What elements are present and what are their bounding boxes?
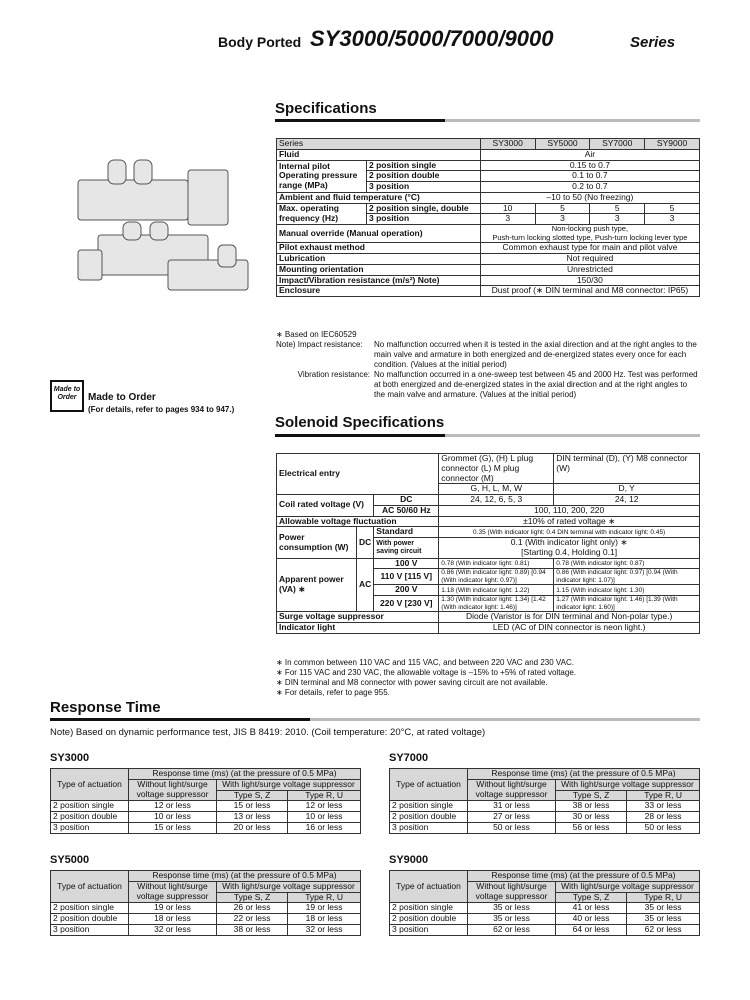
sol-cell: DC <box>357 527 374 558</box>
response-cell: 18 or less <box>288 914 361 925</box>
spec-cell: 0.2 to 0.7 <box>480 182 699 193</box>
spec-cell: 2 position double <box>367 171 481 182</box>
response-cell: 38 or less <box>556 801 627 812</box>
sol-cell: Indicator light <box>277 622 439 633</box>
response-cell: 3 position <box>390 924 468 935</box>
response-cell: Type R, U <box>288 790 361 801</box>
spec-cell: 5 <box>645 203 700 214</box>
sol-cell: Electrical entry <box>277 454 439 495</box>
response-cell: 10 or less <box>129 812 217 823</box>
response-cell: Without light/surge voltage suppressor <box>129 779 217 801</box>
response-cell: Type R, U <box>627 790 700 801</box>
spec-cell: Fluid <box>277 149 481 160</box>
sol-cell: D, Y <box>554 484 700 495</box>
response-cell: Type S, Z <box>556 892 627 903</box>
made-to-order-icon-text: Made to Order <box>53 386 81 401</box>
sol-note: ∗ For 115 VAC and 230 VAC, the allowable voltage is –15% to +5% of rated voltage. <box>276 668 576 677</box>
spec-note: ∗ Based on IEC60529 <box>276 330 357 339</box>
sol-cell: 1.18 (With indicator light: 1.22) <box>439 585 554 596</box>
sol-cell: Standard <box>374 527 439 538</box>
response-cell: 35 or less <box>468 903 556 914</box>
sol-cell: 24, 12, 6, 5, 3 <box>439 495 554 506</box>
response-table <box>389 870 700 936</box>
response-cell: 15 or less <box>129 822 217 833</box>
response-cell: 19 or less <box>129 903 217 914</box>
header-title: SY3000/5000/7000/9000 <box>310 26 554 51</box>
spec-table <box>276 138 700 297</box>
sol-cell: AC 50/60 Hz <box>374 505 439 516</box>
spec-cell: 2 position single, double <box>367 203 481 214</box>
sol-cell: With power saving circuit <box>374 538 439 559</box>
response-cell: 10 or less <box>288 812 361 823</box>
response-table <box>50 870 361 936</box>
response-rule <box>50 718 700 721</box>
response-table <box>389 768 700 834</box>
response-title: Response Time <box>50 699 161 716</box>
sol-cell: ±10% of rated voltage ∗ <box>439 516 700 527</box>
solenoid-notes <box>276 658 576 698</box>
made-to-order-icon <box>50 380 84 412</box>
response-cell: 3 position <box>390 822 468 833</box>
spec-head: SY3000 <box>480 139 535 150</box>
response-cell: Response time (ms) (at the pressure of 0.5 MPa) <box>129 769 361 780</box>
response-cell: Type R, U <box>627 892 700 903</box>
response-cell: 19 or less <box>288 903 361 914</box>
spec-note-label: Note) Impact resistance: <box>276 340 363 349</box>
response-cell: Response time (ms) (at the pressure of 0.5 MPa) <box>129 871 361 882</box>
sol-cell: Surge voltage suppressor <box>277 612 439 623</box>
made-to-order-sub: (For details, refer to pages 934 to 947.) <box>88 405 235 414</box>
sol-cell: Coil rated voltage (V) <box>277 495 374 517</box>
spec-cell: Impact/Vibration resistance (m/s²) Note) <box>277 275 481 286</box>
spec-title: Specifications <box>275 100 377 117</box>
spec-cell: –10 to 50 (No freezing) <box>480 192 699 203</box>
response-cell: 16 or less <box>288 822 361 833</box>
sol-note: ∗ DIN terminal and M8 connector with power saving circuit are not available. <box>276 678 548 687</box>
solenoid-title: Solenoid Specifications <box>275 414 445 431</box>
response-cell: 2 position single <box>390 903 468 914</box>
spec-head: SY7000 <box>590 139 645 150</box>
response-cell: 2 position single <box>51 903 129 914</box>
response-cell: 2 position double <box>51 914 129 925</box>
spec-cell: Common exhaust type for main and pilot valve <box>480 243 699 254</box>
sol-cell: DIN terminal (D), (Y) M8 connector (W) <box>554 454 700 484</box>
sol-cell: 0.78 (With indicator light: 0.81) <box>439 558 554 569</box>
solenoid-rule <box>275 434 700 437</box>
spec-cell: Ambient and fluid temperature (°C) <box>277 192 481 203</box>
spec-cell: 10 <box>480 203 535 214</box>
sol-cell: AC <box>357 558 374 611</box>
response-cell: 2 position double <box>390 914 468 925</box>
response-cell: 13 or less <box>217 812 288 823</box>
spec-cell: 2 position single <box>367 160 481 171</box>
response-cell: 20 or less <box>217 822 288 833</box>
spec-cell: Non-locking push type, <box>551 224 629 234</box>
response-cell: 64 or less <box>556 924 627 935</box>
response-cell: 62 or less <box>468 924 556 935</box>
spec-cell: 150/30 <box>480 275 699 286</box>
sol-cell: [Starting 0.4, Holding 0.1] <box>521 546 618 557</box>
spec-cell: Not required <box>480 254 699 265</box>
response-cell: 35 or less <box>468 914 556 925</box>
response-cell: 32 or less <box>129 924 217 935</box>
spec-cell: Pilot exhaust method <box>277 243 481 254</box>
response-cell: 30 or less <box>556 812 627 823</box>
response-note: Note) Based on dynamic performance test, JIS B 8419: 2010. (Coil temperature: 20°C, at rated voltage) <box>50 727 486 738</box>
response-cell: 56 or less <box>556 822 627 833</box>
spec-cell: 3 <box>590 214 645 225</box>
spec-cell: 0.15 to 0.7 <box>480 160 699 171</box>
response-cell: 40 or less <box>556 914 627 925</box>
spec-notes <box>276 330 700 400</box>
spec-head: SY9000 <box>645 139 700 150</box>
response-cell: Type of actuation <box>51 871 129 903</box>
sol-cell: Power consumption (W) <box>277 527 357 558</box>
response-cell: Response time (ms) (at the pressure of 0.5 MPa) <box>468 871 700 882</box>
spec-cell: Unrestricted <box>480 264 699 275</box>
response-cell: 3 position <box>51 822 129 833</box>
response-cell: 32 or less <box>288 924 361 935</box>
response-cell: 62 or less <box>627 924 700 935</box>
response-cell: 27 or less <box>468 812 556 823</box>
response-cell: Type S, Z <box>217 790 288 801</box>
spec-cell: Air <box>480 149 699 160</box>
response-cell: 50 or less <box>468 822 556 833</box>
response-cell: 2 position double <box>390 812 468 823</box>
response-cell: 35 or less <box>627 914 700 925</box>
sol-cell: 1.30 (With indicator light: 1.34) [1.42 (With indicator light: 1.46)] <box>439 596 554 612</box>
made-to-order-label: Made to Order <box>88 392 156 403</box>
response-cell: With light/surge voltage suppressor <box>556 779 700 790</box>
spec-cell: 3 <box>645 214 700 225</box>
spec-cell: Internal pilot Operating pressure range (MPa) <box>277 160 367 192</box>
spec-cell: Manual override (Manual operation) <box>277 225 481 243</box>
response-cell: 22 or less <box>217 914 288 925</box>
response-cell: Type of actuation <box>390 769 468 801</box>
spec-cell: 5 <box>535 203 590 214</box>
response-cell: Type of actuation <box>51 769 129 801</box>
sol-cell: 0.86 (With indicator light: 0.97) [0.94 (With indicator light: 1.07)] <box>554 569 700 585</box>
header-subtitle: Body Ported <box>218 34 302 50</box>
response-cell: 2 position single <box>390 801 468 812</box>
sol-cell: 1.15 (With indicator light: 1.30) <box>554 585 700 596</box>
spec-cell: Mounting orientation <box>277 264 481 275</box>
sol-cell: 200 V <box>374 585 439 596</box>
response-cell: 35 or less <box>627 903 700 914</box>
spec-note-label: Vibration resistance: <box>297 370 370 379</box>
sol-cell: Diode (Varistor is for DIN terminal and Non-polar type.) <box>439 612 700 623</box>
spec-cell: Push-turn locking slotted type, Push-turn locking lever type <box>492 232 688 242</box>
sol-note: ∗ In common between 110 VAC and 115 VAC, and between 220 VAC and 230 VAC. <box>276 658 574 667</box>
spec-cell: Max. operating frequency (Hz) <box>277 203 367 225</box>
spec-cell: Dust proof (∗ DIN terminal and M8 connector: IP65) <box>480 286 699 297</box>
response-table-title: SY3000 <box>50 752 90 764</box>
response-cell: 2 position single <box>51 801 129 812</box>
response-cell: Without light/surge voltage suppressor <box>468 881 556 903</box>
spec-cell: 3 position <box>367 214 481 225</box>
spec-rule <box>275 119 700 122</box>
spec-head: SY5000 <box>535 139 590 150</box>
response-cell: Without light/surge voltage suppressor <box>129 881 217 903</box>
response-cell: 28 or less <box>627 812 700 823</box>
spec-note: No malfunction occurred when it is tested in the axial direction and at the right angles to the main valve and armature in both energized and de-energized states every once for each condition. (Values at the initial period) <box>374 340 697 369</box>
response-cell: Type S, Z <box>217 892 288 903</box>
response-cell: 50 or less <box>627 822 700 833</box>
response-cell: 12 or less <box>288 801 361 812</box>
response-cell: 15 or less <box>217 801 288 812</box>
sol-cell: 220 V [230 V] <box>374 596 439 612</box>
response-table-title: SY7000 <box>389 752 429 764</box>
sol-cell: G, H, L, M, W <box>439 484 554 495</box>
response-cell: With light/surge voltage suppressor <box>556 881 700 892</box>
sol-cell: 100 V <box>374 558 439 569</box>
spec-cell: Enclosure <box>277 286 481 297</box>
sol-cell: 24, 12 <box>554 495 700 506</box>
response-cell: 33 or less <box>627 801 700 812</box>
spec-cell: Lubrication <box>277 254 481 265</box>
header-series: Series <box>630 34 676 51</box>
sol-cell: 110 V [115 V] <box>374 569 439 585</box>
response-table-title: SY5000 <box>50 854 90 866</box>
product-photo <box>58 140 258 310</box>
response-cell: Type of actuation <box>390 871 468 903</box>
response-cell: 3 position <box>51 924 129 935</box>
sol-cell: Apparent power (VA) ∗ <box>277 558 357 611</box>
sol-cell: 100, 110, 200, 220 <box>439 505 700 516</box>
sol-cell: 1.27 (With indicator light: 1.46) [1.39 (With indicator light: 1.60)] <box>554 596 700 612</box>
response-cell: With light/surge voltage suppressor <box>217 881 361 892</box>
response-table <box>50 768 361 834</box>
spec-cell: 3 <box>535 214 590 225</box>
response-cell: 26 or less <box>217 903 288 914</box>
sol-cell: 0.1 (With indicator light only) ∗ <box>510 537 628 548</box>
response-cell: 2 position double <box>51 812 129 823</box>
response-cell: 31 or less <box>468 801 556 812</box>
response-cell: Response time (ms) (at the pressure of 0.5 MPa) <box>468 769 700 780</box>
response-cell: Type S, Z <box>556 790 627 801</box>
response-cell: Type R, U <box>288 892 361 903</box>
spec-head: Series <box>277 139 481 150</box>
sol-note: ∗ For details, refer to page 955. <box>276 688 390 697</box>
sol-cell: 0.78 (With indicator light: 0.87) <box>554 558 700 569</box>
response-table-title: SY9000 <box>389 854 429 866</box>
spec-cell: 3 position <box>367 182 481 193</box>
sol-cell: 0.35 (With indicator light: 0.4 DIN terminal with indicator light: 0.45) <box>439 527 700 538</box>
spec-note: No malfunction occurred in a one-sweep test between 45 and 2000 Hz. Test was performed at both energized and de-energized states in the axial direction and at the right angles to the main valve and armature. (Values at the initial period) <box>374 370 698 399</box>
solenoid-table <box>276 453 700 634</box>
response-cell: 18 or less <box>129 914 217 925</box>
response-cell: 41 or less <box>556 903 627 914</box>
spec-cell: 0.1 to 0.7 <box>480 171 699 182</box>
sol-cell: LED (AC of DIN connector is neon light.) <box>439 622 700 633</box>
response-cell: With light/surge voltage suppressor <box>217 779 361 790</box>
sol-cell: Allowable voltage fluctuation <box>277 516 439 527</box>
spec-cell: 5 <box>590 203 645 214</box>
response-cell: 12 or less <box>129 801 217 812</box>
response-cell: 38 or less <box>217 924 288 935</box>
sol-cell: DC <box>374 495 439 506</box>
response-cell: Without light/surge voltage suppressor <box>468 779 556 801</box>
spec-cell: 3 <box>480 214 535 225</box>
sol-cell: Grommet (G), (H) L plug connector (L) M plug connector (M) <box>439 454 554 484</box>
sol-cell: 0.86 (With indicator light: 0.89) [0.94 (With indicator light: 0.97)] <box>439 569 554 585</box>
